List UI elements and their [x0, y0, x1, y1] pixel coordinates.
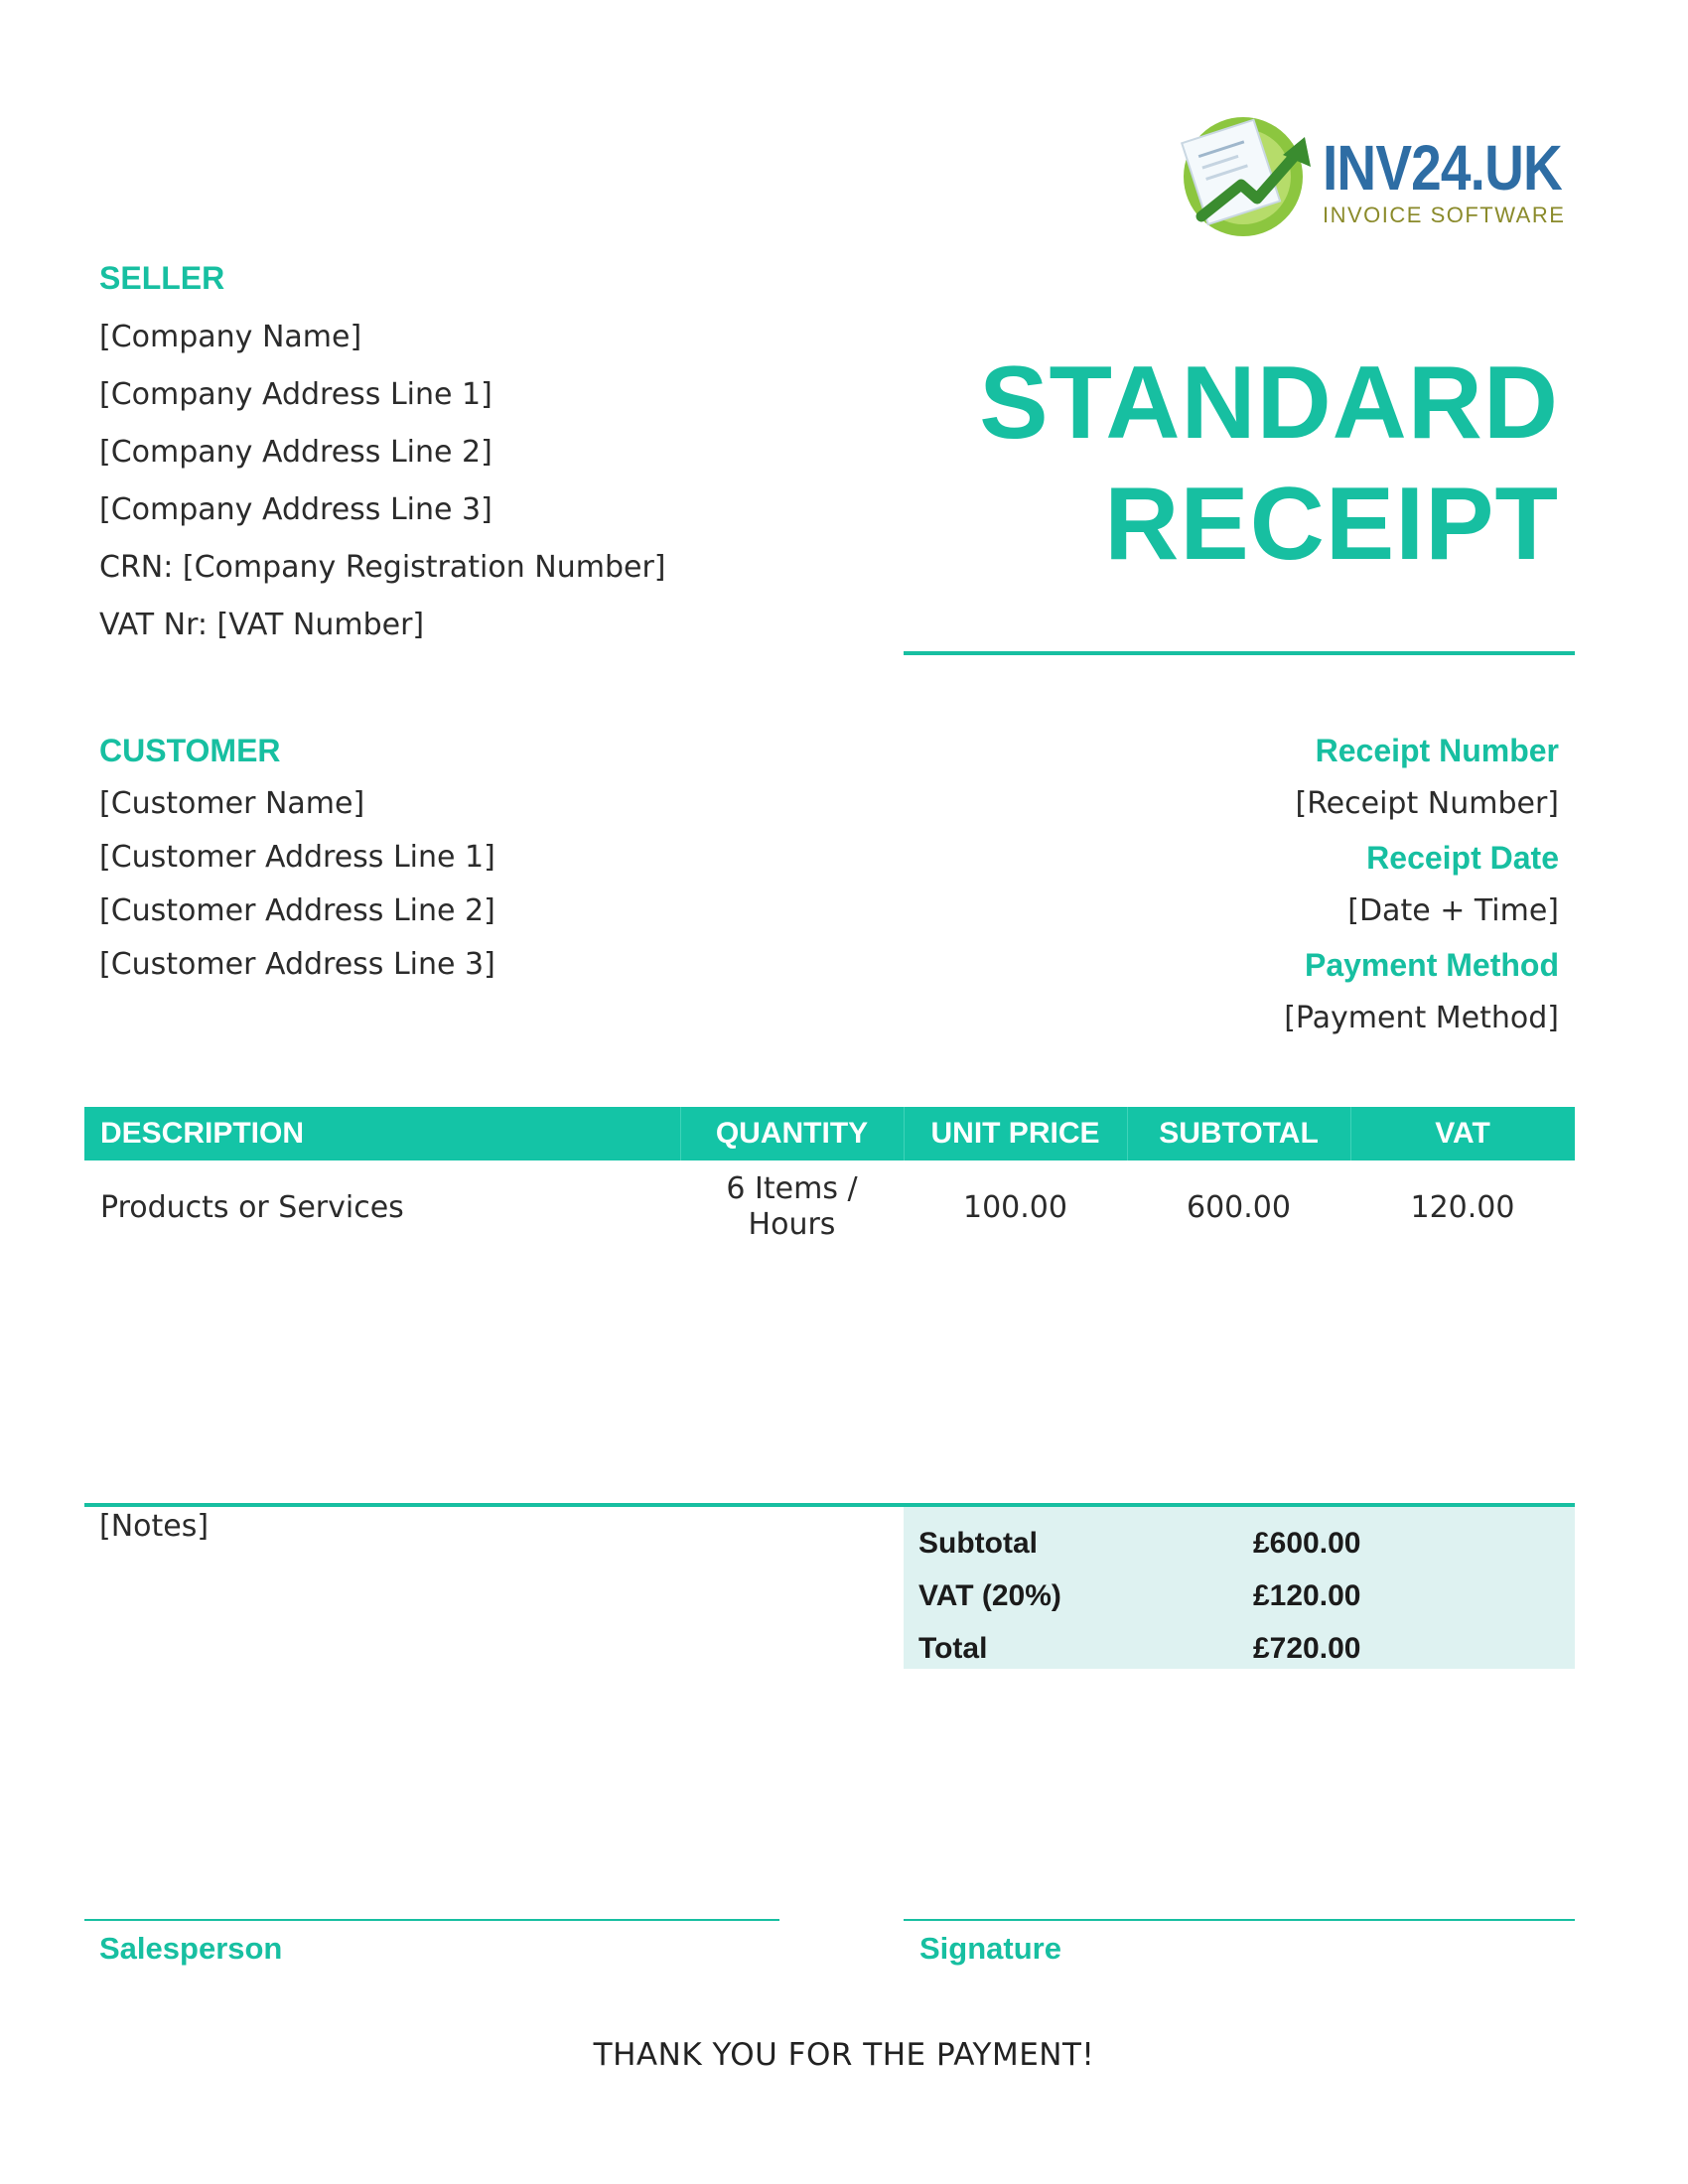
receipt-number-value: [Receipt Number]: [1295, 786, 1559, 821]
total-value: £720.00: [1253, 1632, 1361, 1665]
logo-emblem-icon: [1172, 107, 1321, 241]
col-header-unit-price: UNIT PRICE: [930, 1117, 1100, 1150]
document-title: [979, 342, 1559, 585]
signature-label: Signature: [919, 1931, 1061, 1966]
logo-wordmark: INV24.UK: [1323, 132, 1562, 204]
seller-crn: CRN: [Company Registration Number]: [99, 550, 666, 585]
salesperson-line: [84, 1919, 779, 1921]
receipt-date-label: Receipt Date: [1366, 840, 1559, 876]
seller-vat-number: VAT Nr: [VAT Number]: [99, 608, 425, 642]
receipt-meta: [1284, 733, 1559, 1054]
table-row: [84, 1160, 1575, 1260]
seller-address-line-1: [Company Address Line 1]: [99, 377, 492, 412]
item-quantity: [680, 1171, 904, 1243]
customer-name: [Customer Name]: [99, 786, 365, 821]
signature-line: [904, 1919, 1575, 1921]
receipt-date-value: [Date + Time]: [1347, 893, 1559, 928]
title-line-1: STANDARD: [979, 345, 1559, 461]
title-line-2: RECEIPT: [1104, 467, 1559, 582]
company-logo: [1172, 107, 1569, 241]
seller-address-line-3: [Company Address Line 3]: [99, 492, 492, 527]
seller-address-line-2: [Company Address Line 2]: [99, 435, 492, 470]
subtotal-label: Subtotal: [918, 1527, 1038, 1560]
col-header-description: DESCRIPTION: [100, 1117, 305, 1150]
customer-details: [99, 786, 495, 1001]
vat-value: £120.00: [1253, 1579, 1361, 1612]
customer-heading: CUSTOMER: [99, 733, 281, 768]
totals-box: [904, 1507, 1575, 1669]
items-table-header: [84, 1107, 1575, 1160]
customer-address-line-2: [Customer Address Line 2]: [99, 893, 495, 928]
item-description: Products or Services: [100, 1190, 404, 1225]
thank-you-message: THANK YOU FOR THE PAYMENT!: [593, 2037, 1095, 2073]
payment-method-value: [Payment Method]: [1284, 1001, 1559, 1035]
salesperson-label: Salesperson: [99, 1931, 283, 1966]
vat-label: VAT (20%): [918, 1579, 1061, 1612]
title-divider: [904, 651, 1575, 655]
subtotal-value: £600.00: [1253, 1527, 1361, 1560]
item-vat: 120.00: [1410, 1190, 1515, 1225]
payment-method-label: Payment Method: [1304, 947, 1559, 983]
item-quantity-line-1: 6 Items /: [726, 1171, 858, 1206]
logo-tagline: INVOICE SOFTWARE: [1323, 203, 1566, 227]
seller-heading: SELLER: [99, 260, 225, 296]
notes-text: [Notes]: [99, 1509, 210, 1544]
item-quantity-line-2: Hours: [748, 1207, 836, 1242]
col-header-vat: VAT: [1435, 1117, 1490, 1150]
item-subtotal: 600.00: [1187, 1190, 1291, 1225]
seller-company-name: [Company Name]: [99, 320, 362, 354]
col-header-subtotal: SUBTOTAL: [1159, 1117, 1319, 1150]
item-unit-price: 100.00: [963, 1190, 1067, 1225]
col-header-quantity: QUANTITY: [715, 1117, 869, 1150]
total-label: Total: [918, 1632, 988, 1665]
customer-address-line-3: [Customer Address Line 3]: [99, 947, 495, 982]
seller-details: [99, 320, 666, 665]
customer-address-line-1: [Customer Address Line 1]: [99, 840, 495, 875]
receipt-number-label: Receipt Number: [1315, 733, 1559, 768]
